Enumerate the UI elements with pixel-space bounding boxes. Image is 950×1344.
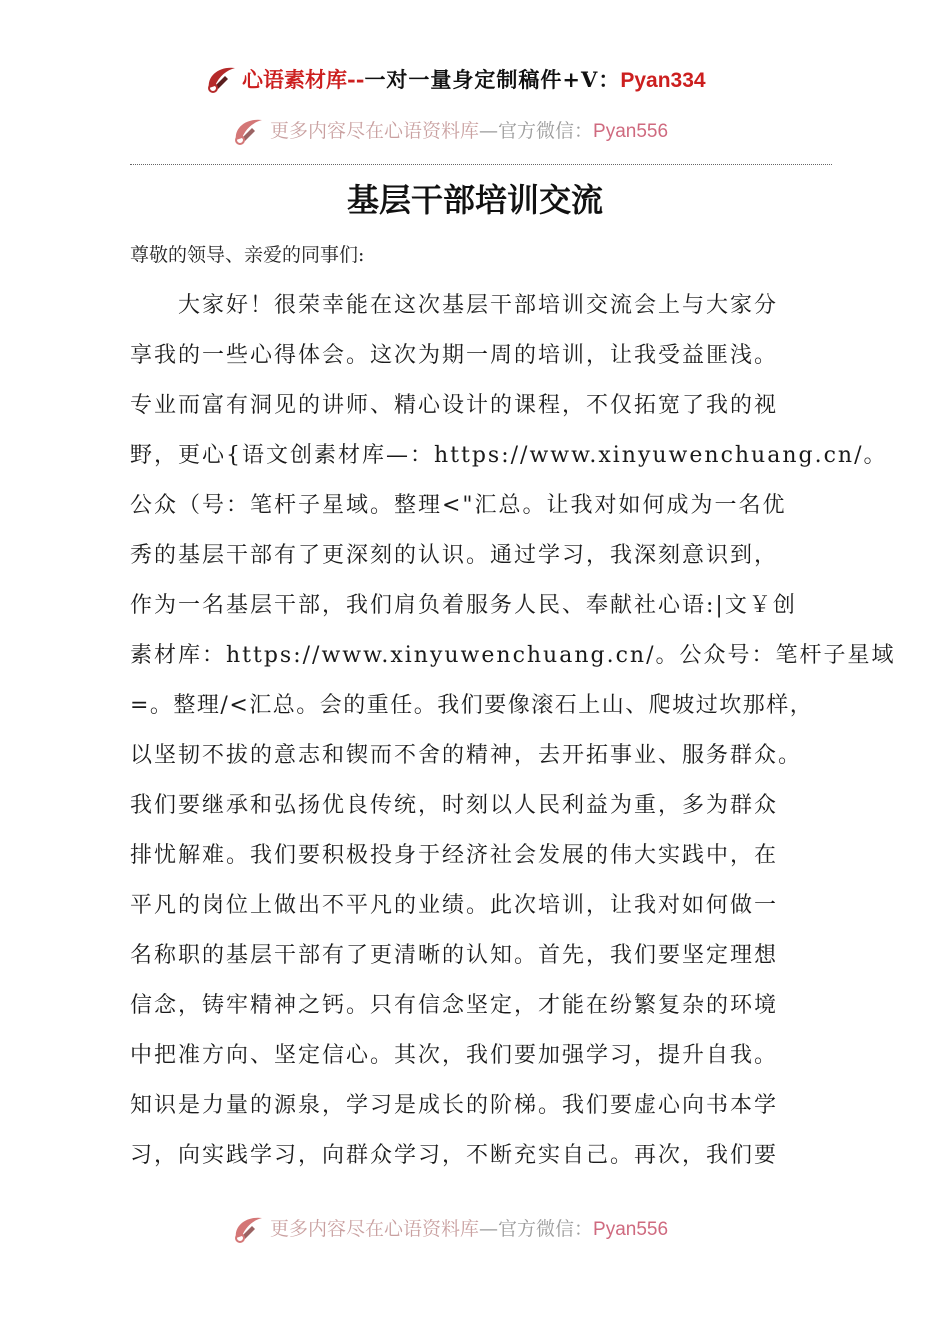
body-line: 享我的一些心得体会。这次为期一周的培训，让我受益匪浅。 bbox=[130, 343, 779, 368]
body-line: 信念，铸牢精神之钙。只有信念坚定，才能在纷繁复杂的环境 bbox=[130, 993, 779, 1018]
body-line: 排忧解难。我们要积极投身于经济社会发展的伟大实践中，在 bbox=[130, 843, 779, 868]
subheader-right: Pyan556 bbox=[593, 121, 669, 142]
body-line: 我们要继承和弘扬优良传统，时刻以人民利益为重，多为群众 bbox=[130, 793, 779, 818]
header-slogan: 一对一量身定制稿件+V： bbox=[364, 67, 621, 92]
body-line: 习，向实践学习，向群众学习，不断充实自己。再次，我们要 bbox=[130, 1143, 779, 1168]
footer-middle: —官方微信： bbox=[479, 1218, 594, 1240]
body-line: 名称职的基层干部有了更清晰的认知。首先，我们要坚定理想 bbox=[130, 943, 779, 968]
body-line: =。整理/<汇总。会的重任。我们要像滚石上山、爬坡过坎那样， bbox=[130, 693, 814, 718]
body-line: 作为一名基层干部，我们肩负着服务人民、奉献社心语:|文￥创 bbox=[130, 593, 797, 618]
subheader-middle: —官方微信： bbox=[479, 120, 594, 142]
body-line: 秀的基层干部有了更深刻的认识。通过学习，我深刻意识到， bbox=[130, 543, 779, 568]
body-line: 专业而富有洞见的讲师、精心设计的课程，不仅拓宽了我的视 bbox=[130, 393, 779, 418]
header-contact: Pyan334 bbox=[620, 69, 706, 92]
body-line: 野，更心{语文创素材库—：https://www.xinyuwenchuang.cn/。 bbox=[130, 443, 888, 468]
salutation: 尊敬的领导、亲爱的同事们: bbox=[130, 244, 365, 266]
body-line: 中把准方向、坚定信心。其次，我们要加强学习，提升自我。 bbox=[130, 1043, 779, 1068]
header-banner bbox=[242, 66, 706, 95]
body-line: 平凡的岗位上做出不平凡的业绩。此次培训，让我对如何做一 bbox=[130, 893, 779, 918]
subheader-left: 更多内容尽在心语资料库 bbox=[270, 120, 480, 142]
pen-nib-logo-icon bbox=[232, 1214, 266, 1244]
header-divider bbox=[130, 164, 832, 165]
body-line: 知识是力量的源泉，学习是成长的阶梯。我们要虚心向书本学 bbox=[130, 1093, 779, 1118]
body-line: 素材库：https://www.xinyuwenchuang.cn/。公众号：笔杆子星域 bbox=[130, 643, 896, 668]
footer-watermark bbox=[270, 1216, 668, 1243]
body-text bbox=[130, 284, 896, 1184]
body-line: 公众（号：笔杆子星域。整理<"汇总。让我对如何成为一名优 bbox=[130, 493, 787, 518]
subheader-watermark bbox=[270, 118, 668, 145]
pen-nib-logo-icon bbox=[205, 64, 239, 94]
document-title: 基层干部培训交流 bbox=[346, 181, 603, 219]
body-line: 以坚韧不拔的意志和锲而不舍的精神，去开拓事业、服务群众。 bbox=[130, 743, 803, 768]
header-brand: 心语素材库-- bbox=[242, 67, 365, 92]
footer-right: Pyan556 bbox=[593, 1219, 669, 1240]
body-line: 大家好！很荣幸能在这次基层干部培训交流会上与大家分 bbox=[178, 293, 779, 318]
footer-left: 更多内容尽在心语资料库 bbox=[270, 1218, 480, 1240]
pen-nib-logo-icon bbox=[232, 116, 266, 146]
